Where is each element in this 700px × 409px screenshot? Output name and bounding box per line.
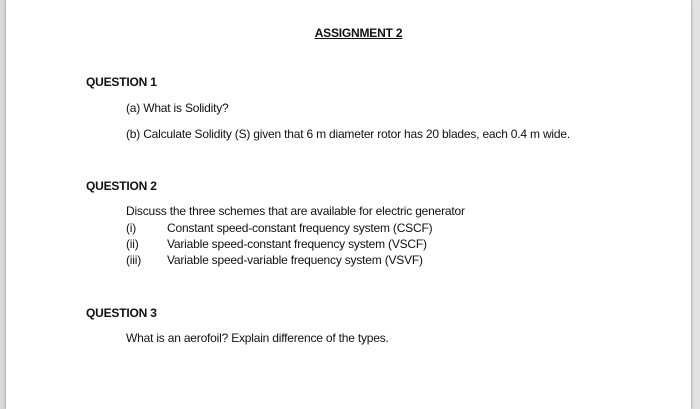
- question-2-item-3-number: (iii): [126, 253, 141, 267]
- background-edge-right: [691, 0, 700, 409]
- document-title: ASSIGNMENT 2: [314, 26, 403, 40]
- question-2-item-1-text: Constant speed-constant frequency system (CSCF): [167, 221, 433, 235]
- question-1-part-b: (b) Calculate Solidity (S) given that 6 m diameter rotor has 20 blades, each 0.4 m wide.: [126, 127, 570, 141]
- document-page: [6, 0, 691, 409]
- question-3-heading: QUESTION 3: [86, 306, 157, 320]
- question-2-item-3-text: Variable speed-variable frequency system (VSVF): [167, 253, 423, 267]
- question-2-heading: QUESTION 2: [86, 179, 157, 193]
- question-1-heading: QUESTION 1: [86, 75, 157, 89]
- question-2-intro: Discuss the three schemes that are available for electric generator: [126, 204, 465, 218]
- question-2-item-1-number: (i): [126, 221, 137, 235]
- question-2-item-2-text: Variable speed-constant frequency system (VSCF): [167, 237, 427, 251]
- question-1-part-a: (a) What is Solidity?: [126, 101, 229, 115]
- question-2-item-2-number: (ii): [126, 237, 139, 251]
- question-3-text: What is an aerofoil? Explain difference of the types.: [126, 331, 389, 345]
